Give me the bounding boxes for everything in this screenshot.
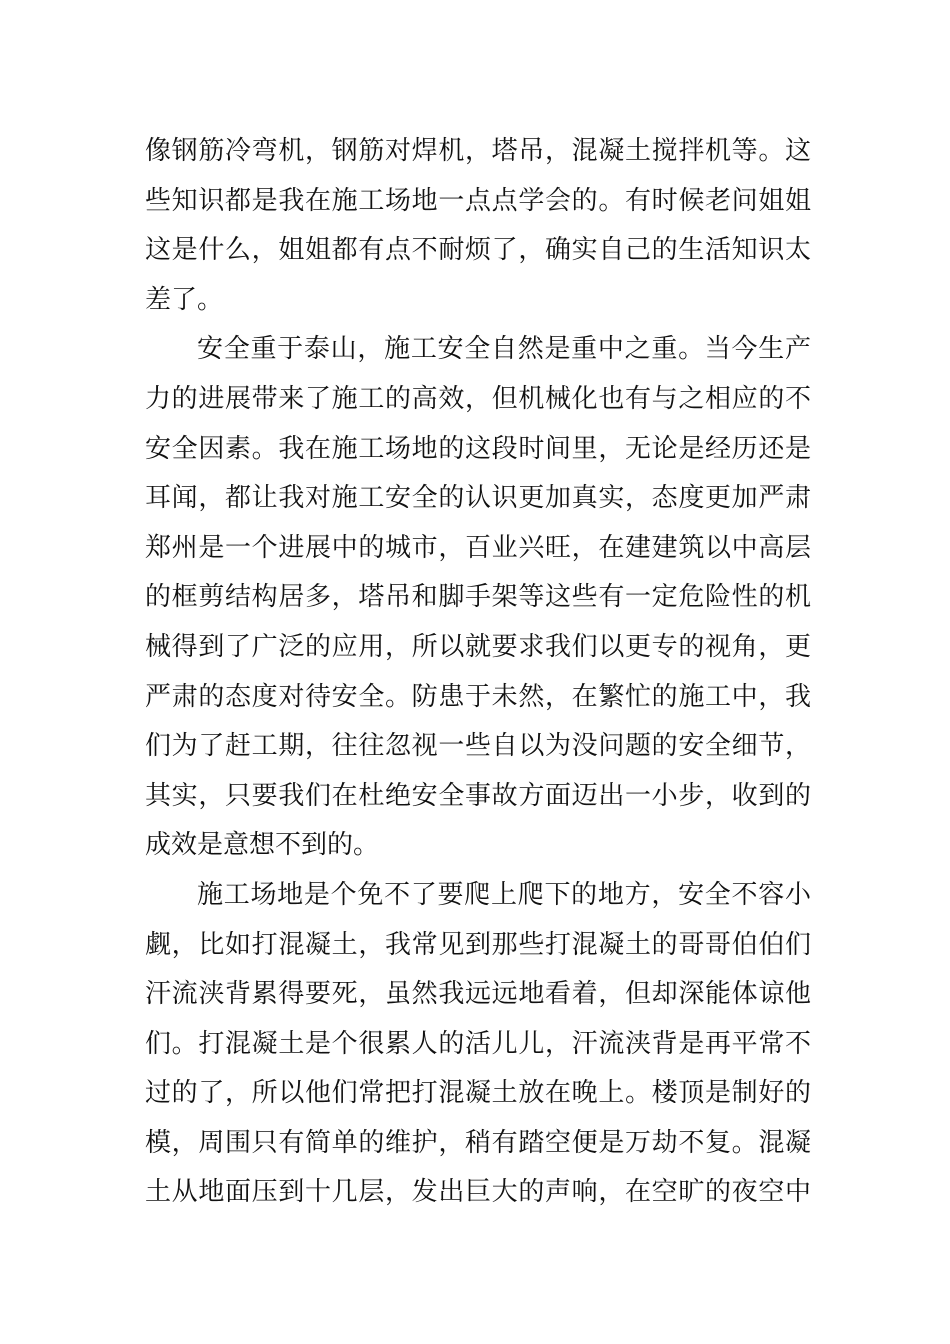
text-line: 们为了赶工期，往往忽视一些自以为没问题的安全细节， bbox=[145, 731, 811, 762]
text-line: 像钢筋冷弯机，钢筋对焊机，塔吊，混凝土搅拌机等。这 bbox=[145, 136, 811, 166]
text-line: 些知识都是我在施工场地一点点学会的。有时候老问姐姐 bbox=[145, 185, 811, 216]
body-text bbox=[145, 127, 811, 1218]
text-line: 差了。 bbox=[145, 284, 224, 315]
text-line: 耳闻，都让我对施工安全的认识更加真实，态度更加严肃 bbox=[145, 483, 811, 514]
text-line: 模，周围只有简单的维护，稍有踏空便是万劫不复。混凝 bbox=[145, 1127, 811, 1158]
text-line: 成效是意想不到的。 bbox=[145, 830, 380, 861]
text-line: 力的进展带来了施工的高效，但机械化也有与之相应的不 bbox=[145, 383, 811, 414]
text-line: 郑州是一个进展中的城市，百业兴旺，在建建筑以中高层 bbox=[145, 532, 811, 563]
text-line: 这是什么，姐姐都有点不耐烦了，确实自己的生活知识太 bbox=[145, 235, 811, 266]
text-line: 们。打混凝土是个很累人的活儿儿，汗流浃背是再平常不 bbox=[145, 1028, 811, 1059]
text-line: 土从地面压到十几层，发出巨大的声响，在空旷的夜空中 bbox=[145, 1177, 811, 1208]
text-line: 安全因素。我在施工场地的这段时间里，无论是经历还是 bbox=[145, 433, 811, 464]
text-line: 施工场地是个免不了要爬上爬下的地方，安全不容小 bbox=[197, 879, 811, 910]
text-line: 的框剪结构居多，塔吊和脚手架等这些有一定危险性的机 bbox=[145, 582, 811, 613]
text-line: 严肃的态度对待安全。防患于未然，在繁忙的施工中，我 bbox=[145, 681, 811, 712]
text-line: 安全重于泰山，施工安全自然是重中之重。当今生产 bbox=[197, 334, 811, 365]
text-line: 汗流浃背累得要死，虽然我远远地看着，但却深能体谅他 bbox=[145, 979, 811, 1010]
text-line: 觑，比如打混凝土，我常见到那些打混凝土的哥哥伯伯们 bbox=[145, 929, 811, 960]
text-line: 其实，只要我们在杜绝安全事故方面迈出一小步，收到的 bbox=[145, 780, 811, 811]
text-line: 械得到了广泛的应用，所以就要求我们以更专的视角，更 bbox=[145, 631, 811, 662]
text-line: 过的了，所以他们常把打混凝土放在晚上。楼顶是制好的 bbox=[145, 1078, 811, 1109]
